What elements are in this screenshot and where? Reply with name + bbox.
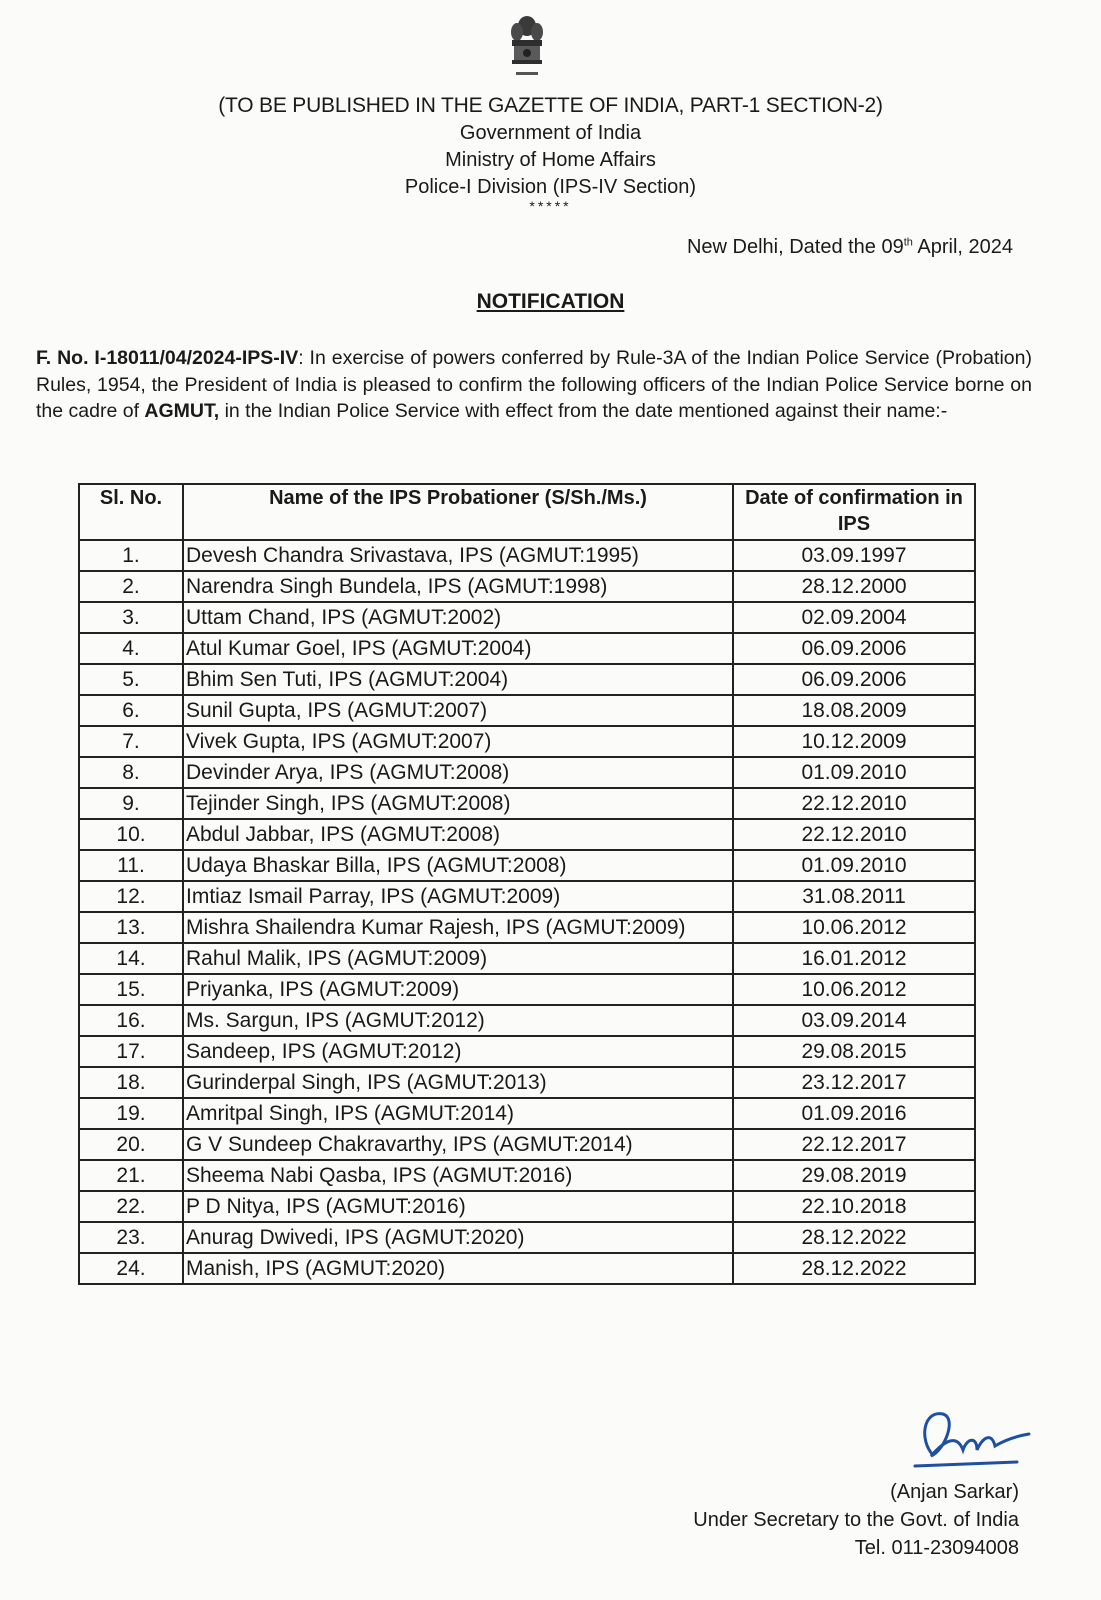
row-officer-name: Abdul Jabbar, IPS (AGMUT:2008) xyxy=(183,819,733,850)
row-sl-no: 3. xyxy=(79,602,183,633)
table-row xyxy=(79,1160,975,1191)
row-sl-no: 5. xyxy=(79,664,183,695)
row-confirmation-date: 31.08.2011 xyxy=(733,881,975,912)
row-sl-no: 13. xyxy=(79,912,183,943)
table-row xyxy=(79,1191,975,1222)
table-row xyxy=(79,1098,975,1129)
date-prefix: New Delhi, Dated the 09 xyxy=(686,236,904,258)
row-officer-name: Narendra Singh Bundela, IPS (AGMUT:1998) xyxy=(183,571,733,602)
cadre-name: AGMUT, xyxy=(144,400,220,422)
row-officer-name: Tejinder Singh, IPS (AGMUT:2008) xyxy=(183,788,733,819)
officers-table xyxy=(78,483,976,1285)
row-officer-name: Sunil Gupta, IPS (AGMUT:2007) xyxy=(183,695,733,726)
table-row xyxy=(79,1253,975,1284)
table-row xyxy=(79,664,975,695)
row-confirmation-date: 03.09.2014 xyxy=(733,1005,975,1036)
row-officer-name: Gurinderpal Singh, IPS (AGMUT:2013) xyxy=(183,1067,733,1098)
table-row xyxy=(79,1222,975,1253)
table-row xyxy=(79,819,975,850)
table-row xyxy=(79,633,975,664)
row-confirmation-date: 28.12.2022 xyxy=(733,1253,975,1284)
row-sl-no: 6. xyxy=(79,695,183,726)
row-sl-no: 1. xyxy=(79,540,183,571)
row-confirmation-date: 23.12.2017 xyxy=(733,1067,975,1098)
row-confirmation-date: 06.09.2006 xyxy=(733,664,975,695)
row-officer-name: Imtiaz Ismail Parray, IPS (AGMUT:2009) xyxy=(183,881,733,912)
table-header-row xyxy=(79,484,975,540)
row-confirmation-date: 16.01.2012 xyxy=(733,943,975,974)
row-confirmation-date: 06.09.2006 xyxy=(733,633,975,664)
notification-body xyxy=(36,345,1032,425)
row-confirmation-date: 28.12.2022 xyxy=(733,1222,975,1253)
row-confirmation-date: 22.12.2010 xyxy=(733,819,975,850)
national-emblem-icon xyxy=(504,12,550,80)
signatory-name: (Anjan Sarkar) xyxy=(890,1481,1019,1503)
header-sl-no: Sl. No. xyxy=(79,484,183,540)
row-officer-name: Udaya Bhaskar Billa, IPS (AGMUT:2008) xyxy=(183,850,733,881)
row-confirmation-date: 10.12.2009 xyxy=(733,726,975,757)
table-row xyxy=(79,850,975,881)
signature-icon xyxy=(905,1400,1035,1480)
table-row xyxy=(79,571,975,602)
table-row xyxy=(79,602,975,633)
row-sl-no: 2. xyxy=(79,571,183,602)
row-officer-name: Uttam Chand, IPS (AGMUT:2002) xyxy=(183,602,733,633)
row-officer-name: Bhim Sen Tuti, IPS (AGMUT:2004) xyxy=(183,664,733,695)
row-confirmation-date: 28.12.2000 xyxy=(733,571,975,602)
row-sl-no: 12. xyxy=(79,881,183,912)
government-name: Government of India xyxy=(459,122,642,144)
table-row xyxy=(79,943,975,974)
header-date: Date of confirmation in IPS xyxy=(733,484,975,540)
row-officer-name: Anurag Dwivedi, IPS (AGMUT:2020) xyxy=(183,1222,733,1253)
row-sl-no: 8. xyxy=(79,757,183,788)
row-officer-name: Devesh Chandra Srivastava, IPS (AGMUT:1995) xyxy=(183,540,733,571)
row-sl-no: 4. xyxy=(79,633,183,664)
row-officer-name: G V Sundeep Chakravarthy, IPS (AGMUT:2014) xyxy=(183,1129,733,1160)
row-officer-name: Manish, IPS (AGMUT:2020) xyxy=(183,1253,733,1284)
date-suffix: April, 2024 xyxy=(912,236,1013,258)
table-body xyxy=(79,540,975,1284)
table-row xyxy=(79,1067,975,1098)
table-row xyxy=(79,788,975,819)
row-sl-no: 16. xyxy=(79,1005,183,1036)
row-sl-no: 9. xyxy=(79,788,183,819)
row-confirmation-date: 02.09.2004 xyxy=(733,602,975,633)
body-text-1: : In exercise of powers conferred by Rule-3A of the Indian Police Service (Probation) Rules, 1954, the President of India is pleased to confirm the following officers of the Indian Police Service borne on the cadre of xyxy=(36,347,1032,422)
row-officer-name: Sheema Nabi Qasba, IPS (AGMUT:2016) xyxy=(183,1160,733,1191)
row-sl-no: 21. xyxy=(79,1160,183,1191)
table-row xyxy=(79,540,975,571)
row-officer-name: Mishra Shailendra Kumar Rajesh, IPS (AGMUT:2009) xyxy=(183,912,733,943)
date-ordinal: th xyxy=(903,236,913,249)
division-name: Police-I Division (IPS-IV Section) xyxy=(404,176,697,198)
row-officer-name: Ms. Sargun, IPS (AGMUT:2012) xyxy=(183,1005,733,1036)
row-sl-no: 22. xyxy=(79,1191,183,1222)
row-confirmation-date: 29.08.2019 xyxy=(733,1160,975,1191)
table-row xyxy=(79,1005,975,1036)
row-sl-no: 11. xyxy=(79,850,183,881)
table-row xyxy=(79,757,975,788)
signatory-block xyxy=(693,1478,1019,1562)
row-sl-no: 14. xyxy=(79,943,183,974)
row-confirmation-date: 01.09.2016 xyxy=(733,1098,975,1129)
row-officer-name: Amritpal Singh, IPS (AGMUT:2014) xyxy=(183,1098,733,1129)
signatory-designation: Under Secretary to the Govt. of India xyxy=(693,1509,1019,1531)
table-row xyxy=(79,974,975,1005)
row-confirmation-date: 18.08.2009 xyxy=(733,695,975,726)
row-confirmation-date: 22.12.2017 xyxy=(733,1129,975,1160)
row-officer-name: Vivek Gupta, IPS (AGMUT:2007) xyxy=(183,726,733,757)
row-confirmation-date: 29.08.2015 xyxy=(733,1036,975,1067)
row-confirmation-date: 22.12.2010 xyxy=(733,788,975,819)
row-sl-no: 18. xyxy=(79,1067,183,1098)
row-officer-name: Rahul Malik, IPS (AGMUT:2009) xyxy=(183,943,733,974)
row-sl-no: 19. xyxy=(79,1098,183,1129)
row-officer-name: Devinder Arya, IPS (AGMUT:2008) xyxy=(183,757,733,788)
table-row xyxy=(79,726,975,757)
file-number: F. No. I-18011/04/2024-IPS-IV xyxy=(36,347,299,369)
row-sl-no: 10. xyxy=(79,819,183,850)
row-officer-name: Atul Kumar Goel, IPS (AGMUT:2004) xyxy=(183,633,733,664)
row-confirmation-date: 01.09.2010 xyxy=(733,850,975,881)
row-officer-name: P D Nitya, IPS (AGMUT:2016) xyxy=(183,1191,733,1222)
notification-title: NOTIFICATION xyxy=(476,290,625,313)
row-confirmation-date: 03.09.1997 xyxy=(733,540,975,571)
row-sl-no: 15. xyxy=(79,974,183,1005)
row-sl-no: 23. xyxy=(79,1222,183,1253)
place-and-date xyxy=(687,236,1013,259)
header-name: Name of the IPS Probationer (S/Sh./Ms.) xyxy=(183,484,733,540)
signatory-phone: Tel. 011-23094008 xyxy=(854,1537,1019,1559)
row-sl-no: 24. xyxy=(79,1253,183,1284)
gazette-publication-line: (TO BE PUBLISHED IN THE GAZETTE OF INDIA, PART-1 SECTION-2) xyxy=(218,94,883,117)
separator-stars: ***** xyxy=(529,198,572,214)
body-text-2: in the Indian Police Service with effect from the date mentioned against their name:- xyxy=(219,400,948,422)
table-row xyxy=(79,881,975,912)
row-sl-no: 17. xyxy=(79,1036,183,1067)
row-officer-name: Priyanka, IPS (AGMUT:2009) xyxy=(183,974,733,1005)
row-confirmation-date: 10.06.2012 xyxy=(733,974,975,1005)
row-sl-no: 20. xyxy=(79,1129,183,1160)
table-row xyxy=(79,912,975,943)
table-row xyxy=(79,1129,975,1160)
row-officer-name: Sandeep, IPS (AGMUT:2012) xyxy=(183,1036,733,1067)
table-row xyxy=(79,695,975,726)
row-confirmation-date: 22.10.2018 xyxy=(733,1191,975,1222)
ministry-name: Ministry of Home Affairs xyxy=(445,149,656,171)
row-sl-no: 7. xyxy=(79,726,183,757)
table-row xyxy=(79,1036,975,1067)
row-confirmation-date: 10.06.2012 xyxy=(733,912,975,943)
row-confirmation-date: 01.09.2010 xyxy=(733,757,975,788)
